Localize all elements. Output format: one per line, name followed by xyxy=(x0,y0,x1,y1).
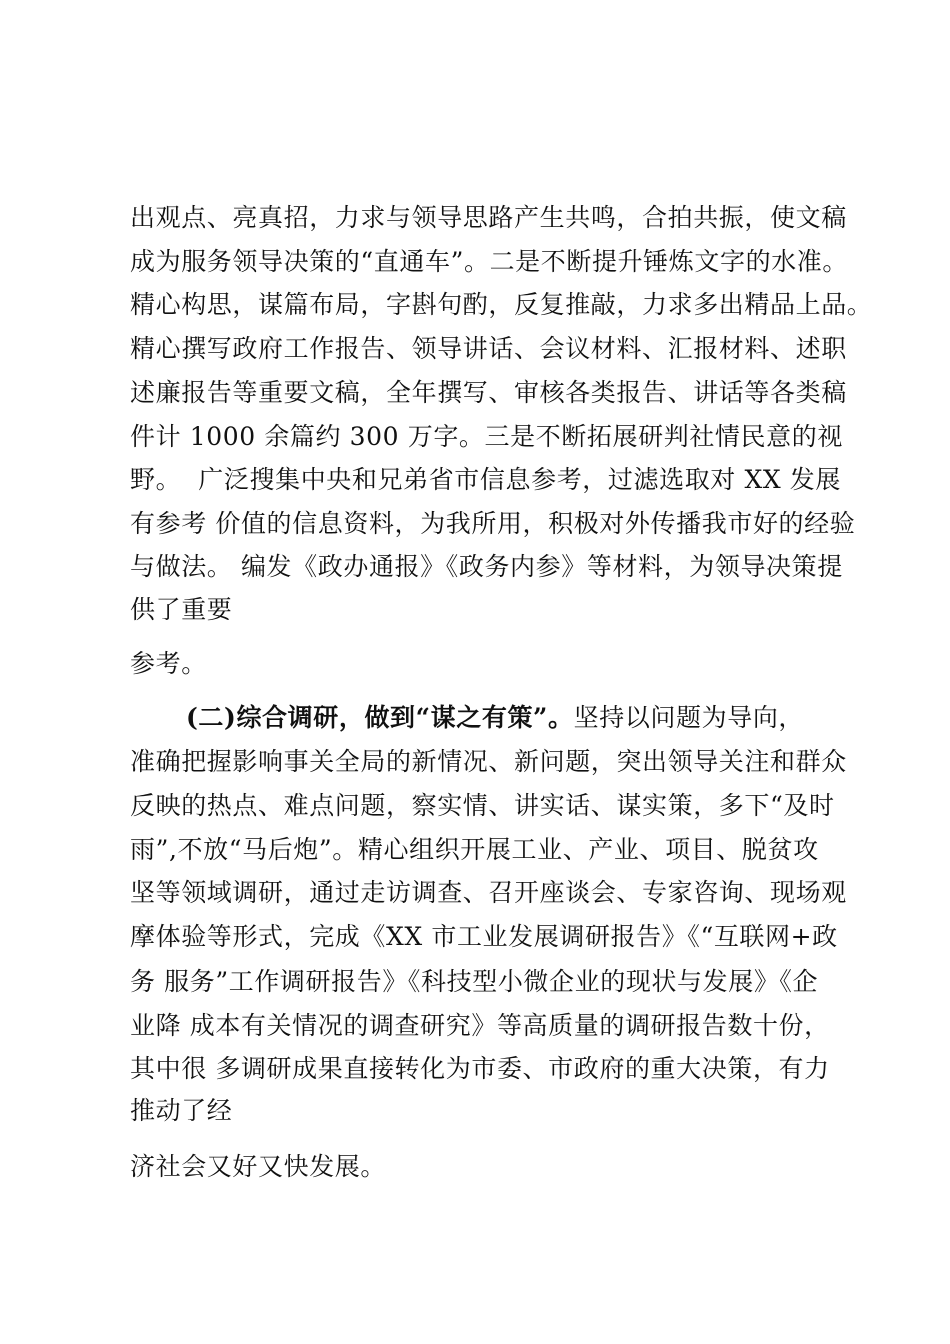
body-text-line: 业降 成本有关情况的调查研究》等高质量的调研报告数十份， xyxy=(130,1011,830,1040)
body-text-line: 务 服务”工作调研报告》《科技型小微企业的现状与发展》《企 xyxy=(130,967,819,996)
body-text-line: 精心构思，谋篇布局，字斟句酌，反复推敲，力求多出精品上品。 xyxy=(130,290,873,319)
body-text-line: 述廉报告等重要文稿，全年撰写、审核各类报告、讲话等各类稿 xyxy=(130,378,847,407)
body-text-line: 摩体验等形式，完成《XX 市工业发展调研报告》《“互联网+政 xyxy=(130,922,838,951)
section-heading-rest: 坚持以问题为导向， xyxy=(573,703,805,732)
body-text-line: 坚等领域调研，通过走访调查、召开座谈会、专家咨询、现场观 xyxy=(130,878,847,907)
body-text-line: 准确把握影响事关全局的新情况、新问题，突出领导关注和群众 xyxy=(130,747,847,776)
body-text-line: 济社会又好又快发展。 xyxy=(130,1152,387,1181)
section-heading: (二)综合调研，做到“谋之有策”。 xyxy=(186,703,574,732)
body-text-line: 精心撰写政府工作报告、领导讲话、会议材料、汇报材料、述职 xyxy=(130,334,847,363)
body-text-line: 出观点、亮真招，力求与领导思路产生共鸣，合拍共振，使文稿 xyxy=(130,203,847,232)
body-text-line: 件计 1000 余篇约 300 万字。三是不断拓展研判社情民意的视 xyxy=(130,422,843,451)
body-text-line: 成为服务领导决策的“直通车”。二是不断提升锤炼文字的水准。 xyxy=(130,247,848,276)
body-text-line: 推动了经 xyxy=(130,1096,233,1125)
section-heading-line xyxy=(186,702,804,734)
body-text-line: 有参考 价值的信息资料，为我所用，积极对外传播我市好的经验 xyxy=(130,509,856,538)
body-text-line: 与做法。 编发《政办通报》《政务内参》等材料，为领导决策提 xyxy=(130,552,843,581)
body-text-line: 其中很 多调研成果直接转化为市委、市政府的重大决策，有力 xyxy=(130,1054,830,1083)
body-text-line: 反映的热点、难点问题，察实情、讲实话、谋实策，多下“及时 xyxy=(130,791,835,820)
body-text-line: 参考。 xyxy=(130,649,207,678)
body-text-line: 野。 广泛搜集中央和兄弟省市信息参考，过滤选取对 XX 发展 xyxy=(130,465,841,494)
body-text-line: 供了重要 xyxy=(130,595,233,624)
body-text-line: 雨”,不放“马后炮”。精心组织开展工业、产业、项目、脱贫攻 xyxy=(130,835,819,864)
